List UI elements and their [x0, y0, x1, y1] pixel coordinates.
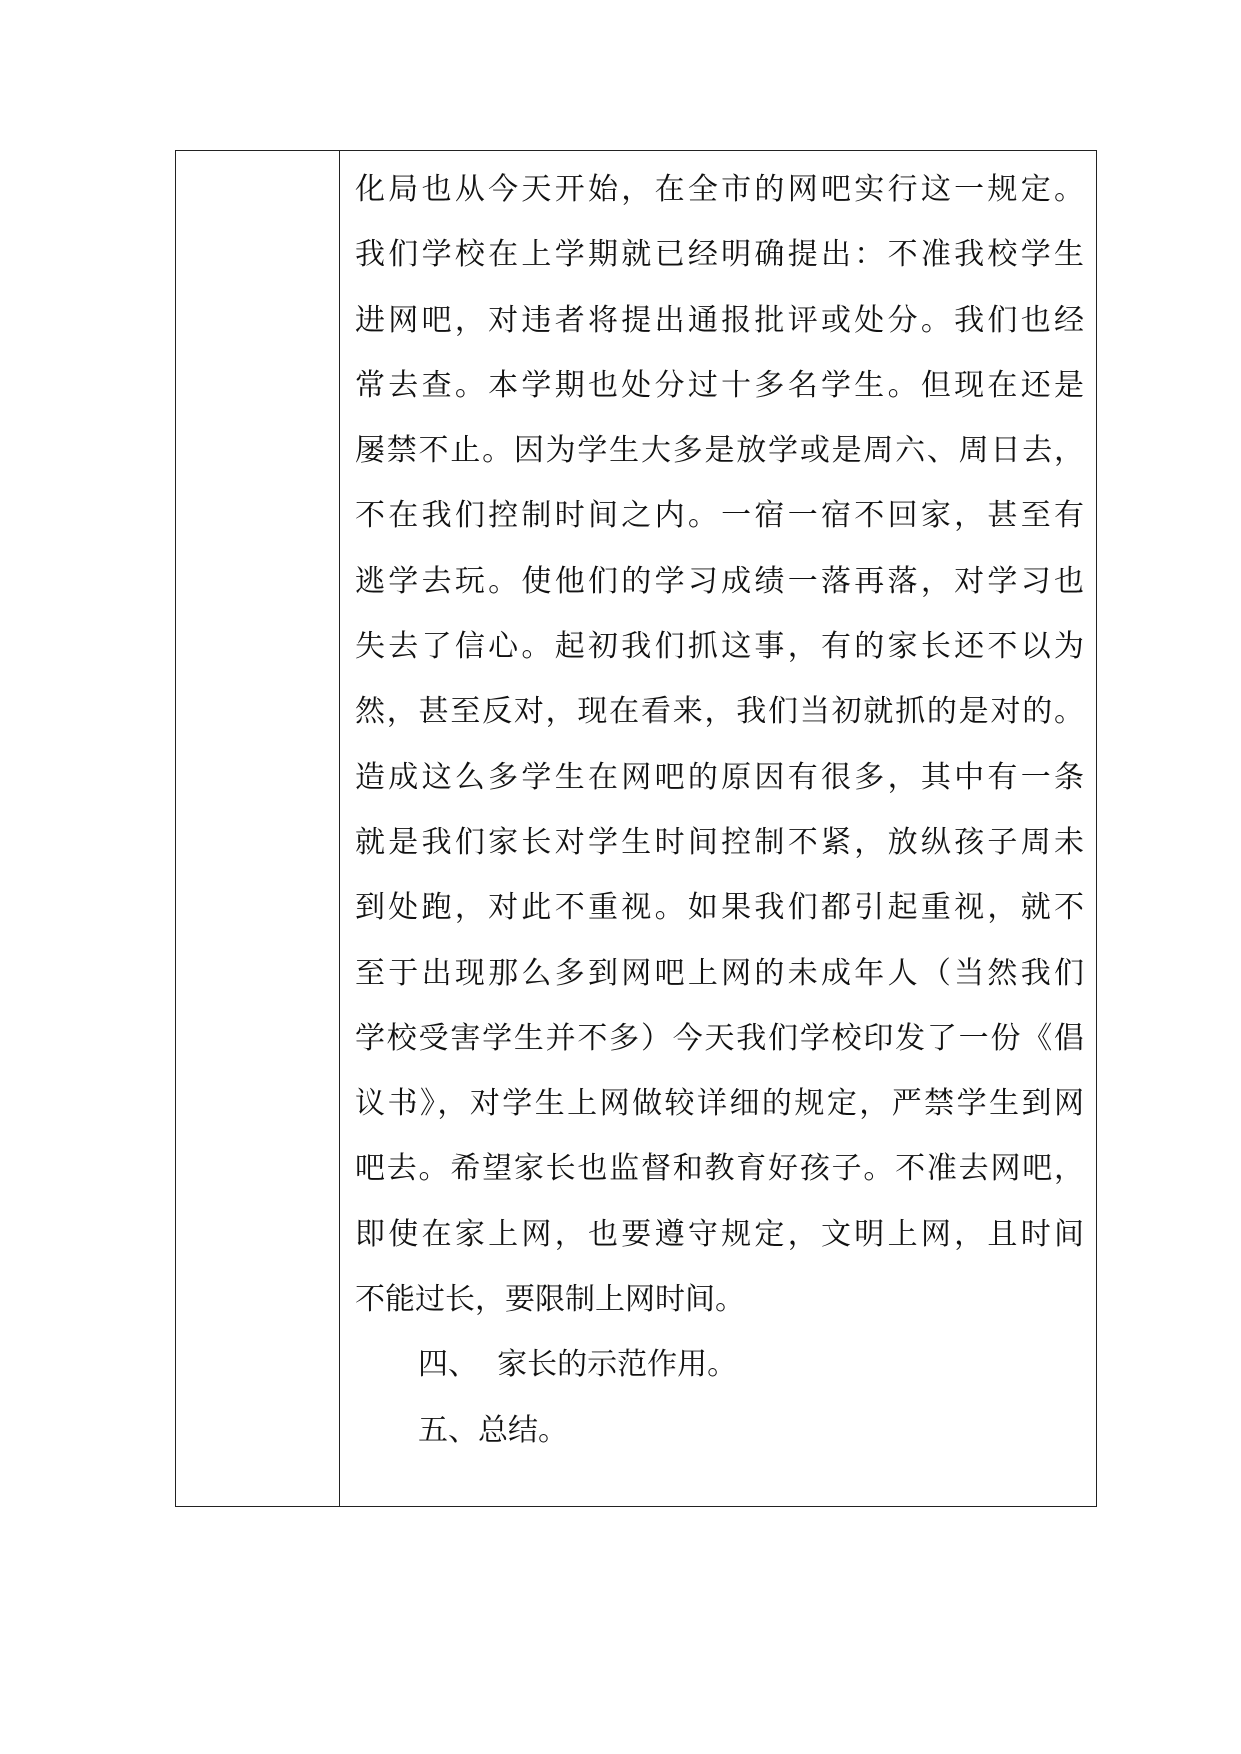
body-text-line: 就是我们家长对学生时间控制不紧，放纵孩子周未: [355, 824, 1084, 860]
body-text-line: 失去了信心。起初我们抓这事，有的家长还不以为: [355, 629, 1084, 665]
section-heading: 五、总结。: [418, 1412, 568, 1448]
body-text-line: 我们学校在上学期就已经明确提出：不准我校学生: [355, 237, 1084, 273]
body-text-line: 至于出现那么多到网吧上网的未成年人（当然我们: [355, 955, 1084, 991]
table-left-cell: [176, 151, 340, 1506]
body-text-line: 然，甚至反对，现在看来，我们当初就抓的是对的。: [355, 694, 1084, 730]
body-text-line: 学校受害学生并不多）今天我们学校印发了一份《倡: [355, 1020, 1084, 1056]
content-table: [175, 150, 1097, 1507]
body-text-line: 吧去。希望家长也监督和教育好孩子。不准去网吧，: [355, 1151, 1084, 1187]
body-text-line: 到处跑，对此不重视。如果我们都引起重视，就不: [355, 890, 1084, 926]
table-right-cell: [340, 151, 1096, 1506]
body-text-line: 不在我们控制时间之内。一宿一宿不回家，甚至有: [355, 498, 1084, 534]
section-heading: 四、 家长的示范作用。: [418, 1347, 738, 1383]
body-text-line: 即使在家上网，也要遵守规定，文明上网，且时间: [355, 1216, 1084, 1252]
body-text-line: 议书》，对学生上网做较详细的规定，严禁学生到网: [355, 1086, 1084, 1122]
body-text-line: 逃学去玩。使他们的学习成绩一落再落，对学习也: [355, 563, 1084, 599]
body-text-line: 常去查。本学期也处分过十多名学生。但现在还是: [355, 367, 1084, 403]
body-text-line: 屡禁不止。因为学生大多是放学或是周六、周日去，: [355, 433, 1084, 469]
body-text-line: 不能过长，要限制上网时间。: [355, 1282, 745, 1318]
body-text-line: 进网吧，对违者将提出通报批评或处分。我们也经: [355, 302, 1084, 338]
body-text-line: 化局也从今天开始，在全市的网吧实行这一规定。: [355, 172, 1084, 207]
body-text-line: 造成这么多学生在网吧的原因有很多，其中有一条: [355, 759, 1084, 795]
